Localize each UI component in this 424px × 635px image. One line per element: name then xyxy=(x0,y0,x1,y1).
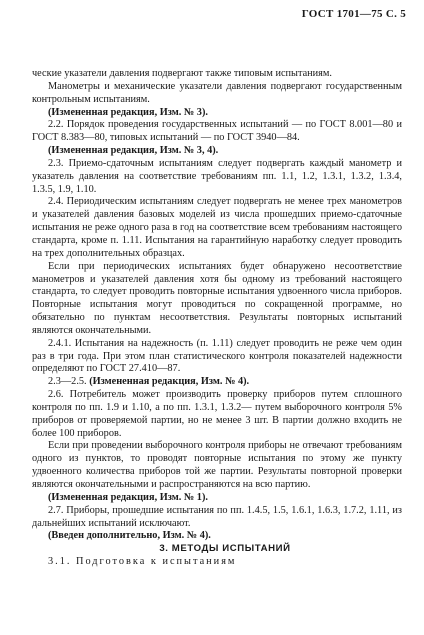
amendment-note-mixed xyxy=(32,376,402,389)
sub-heading: 3.1. Подготовка к испытаниям xyxy=(48,556,237,568)
amendment-note: (Введен дополнительно, Изм. № 4). xyxy=(48,530,211,542)
paragraph-prefix: 2.3—2.5. xyxy=(48,376,90,388)
paragraph: 2.4. Периодическим испытаниям следует подвергать не менее трех манометров и указателей давления базовых моделей из числа прошедших приемо-сдаточные испытания не реже одного раза в год на соответствие всем требованиям настоящего стандарта, кроме п. 1.11. Испытания на гарантийную наработку следует проводить на трех дополнительных образцах. xyxy=(32,196,402,259)
paragraph: 2.4.1. Испытания на надежность (п. 1.11) следует проводить не реже чем один раз в три года. При этом план статистического контроля показателей надежности определяют по ГОСТ 27.410—87. xyxy=(32,337,402,375)
amendment-note: (Измененная редакция, Изм. № 3, 4). xyxy=(48,145,219,157)
document-body xyxy=(32,68,402,569)
paragraph: 2.2. Порядок проведения государственных испытаний — по ГОСТ 8.001—80 и ГОСТ 8.383—80, типовых испытаний — по ГОСТ 3940—84. xyxy=(32,119,402,144)
paragraph: 2.6. Потребитель может производить проверку приборов путем сплошного контроля по пп. 1.9 и 1.10, а по пп. 1.3.1, 1.3.2— путем выборочного контроля 5% приборов от проверяемой партии, но не менее 3 шт. В партии должно входить не более 100 приборов. xyxy=(32,389,402,439)
paragraph: ческие указатели давления подвергают также типовым испытаниям. xyxy=(32,68,332,79)
paragraph-bold-suffix: (Измененная редакция, Изм. № 4). xyxy=(89,376,250,388)
page-header: ГОСТ 1701—75 С. 5 xyxy=(301,8,406,20)
paragraph: Если при периодических испытаниях будет обнаружено несоответствие манометров и указателей давления хотя бы одному из требований настоящего стандарта, то следует проводить повторные испытания удвоенного числа приборов. Повторные испытания могут проводиться по сокращенной программе, но обязательно по пунктам несоответствия. Результаты повторных испытаний являются окончательными. xyxy=(32,260,402,336)
section-heading: 3. МЕТОДЫ ИСПЫТАНИЙ xyxy=(159,543,291,555)
paragraph: Манометры и механические указатели давления подвергают государственным контрольным испытаниям. xyxy=(32,80,402,105)
paragraph: Если при проведении выборочного контроля приборы не отвечают требованиям одного из пунктов, то проводят повторные испытания по этому же пункту удвоенного количества приборов той же партии. Результаты повторной проверки являются окончательными и распространяются на всю партию. xyxy=(32,440,402,490)
amendment-note: (Измененная редакция, Изм. № 3). xyxy=(48,106,208,118)
paragraph: 2.7. Приборы, прошедшие испытания по пп. 1.4.5, 1.5, 1.6.1, 1.6.3, 1.7.2, 1.11, из дальнейших испытаний исключают. xyxy=(32,504,402,529)
paragraph: 2.3. Приемо-сдаточным испытаниям следует подвергать каждый манометр и указатель давления на соответствие требованиям пп. 1.1, 1.2, 1.3.1, 1.3.2, 1.3.4, 1.3.5, 1.9, 1.10. xyxy=(32,157,402,195)
amendment-note: (Измененная редакция, Изм. № 1). xyxy=(48,491,208,503)
